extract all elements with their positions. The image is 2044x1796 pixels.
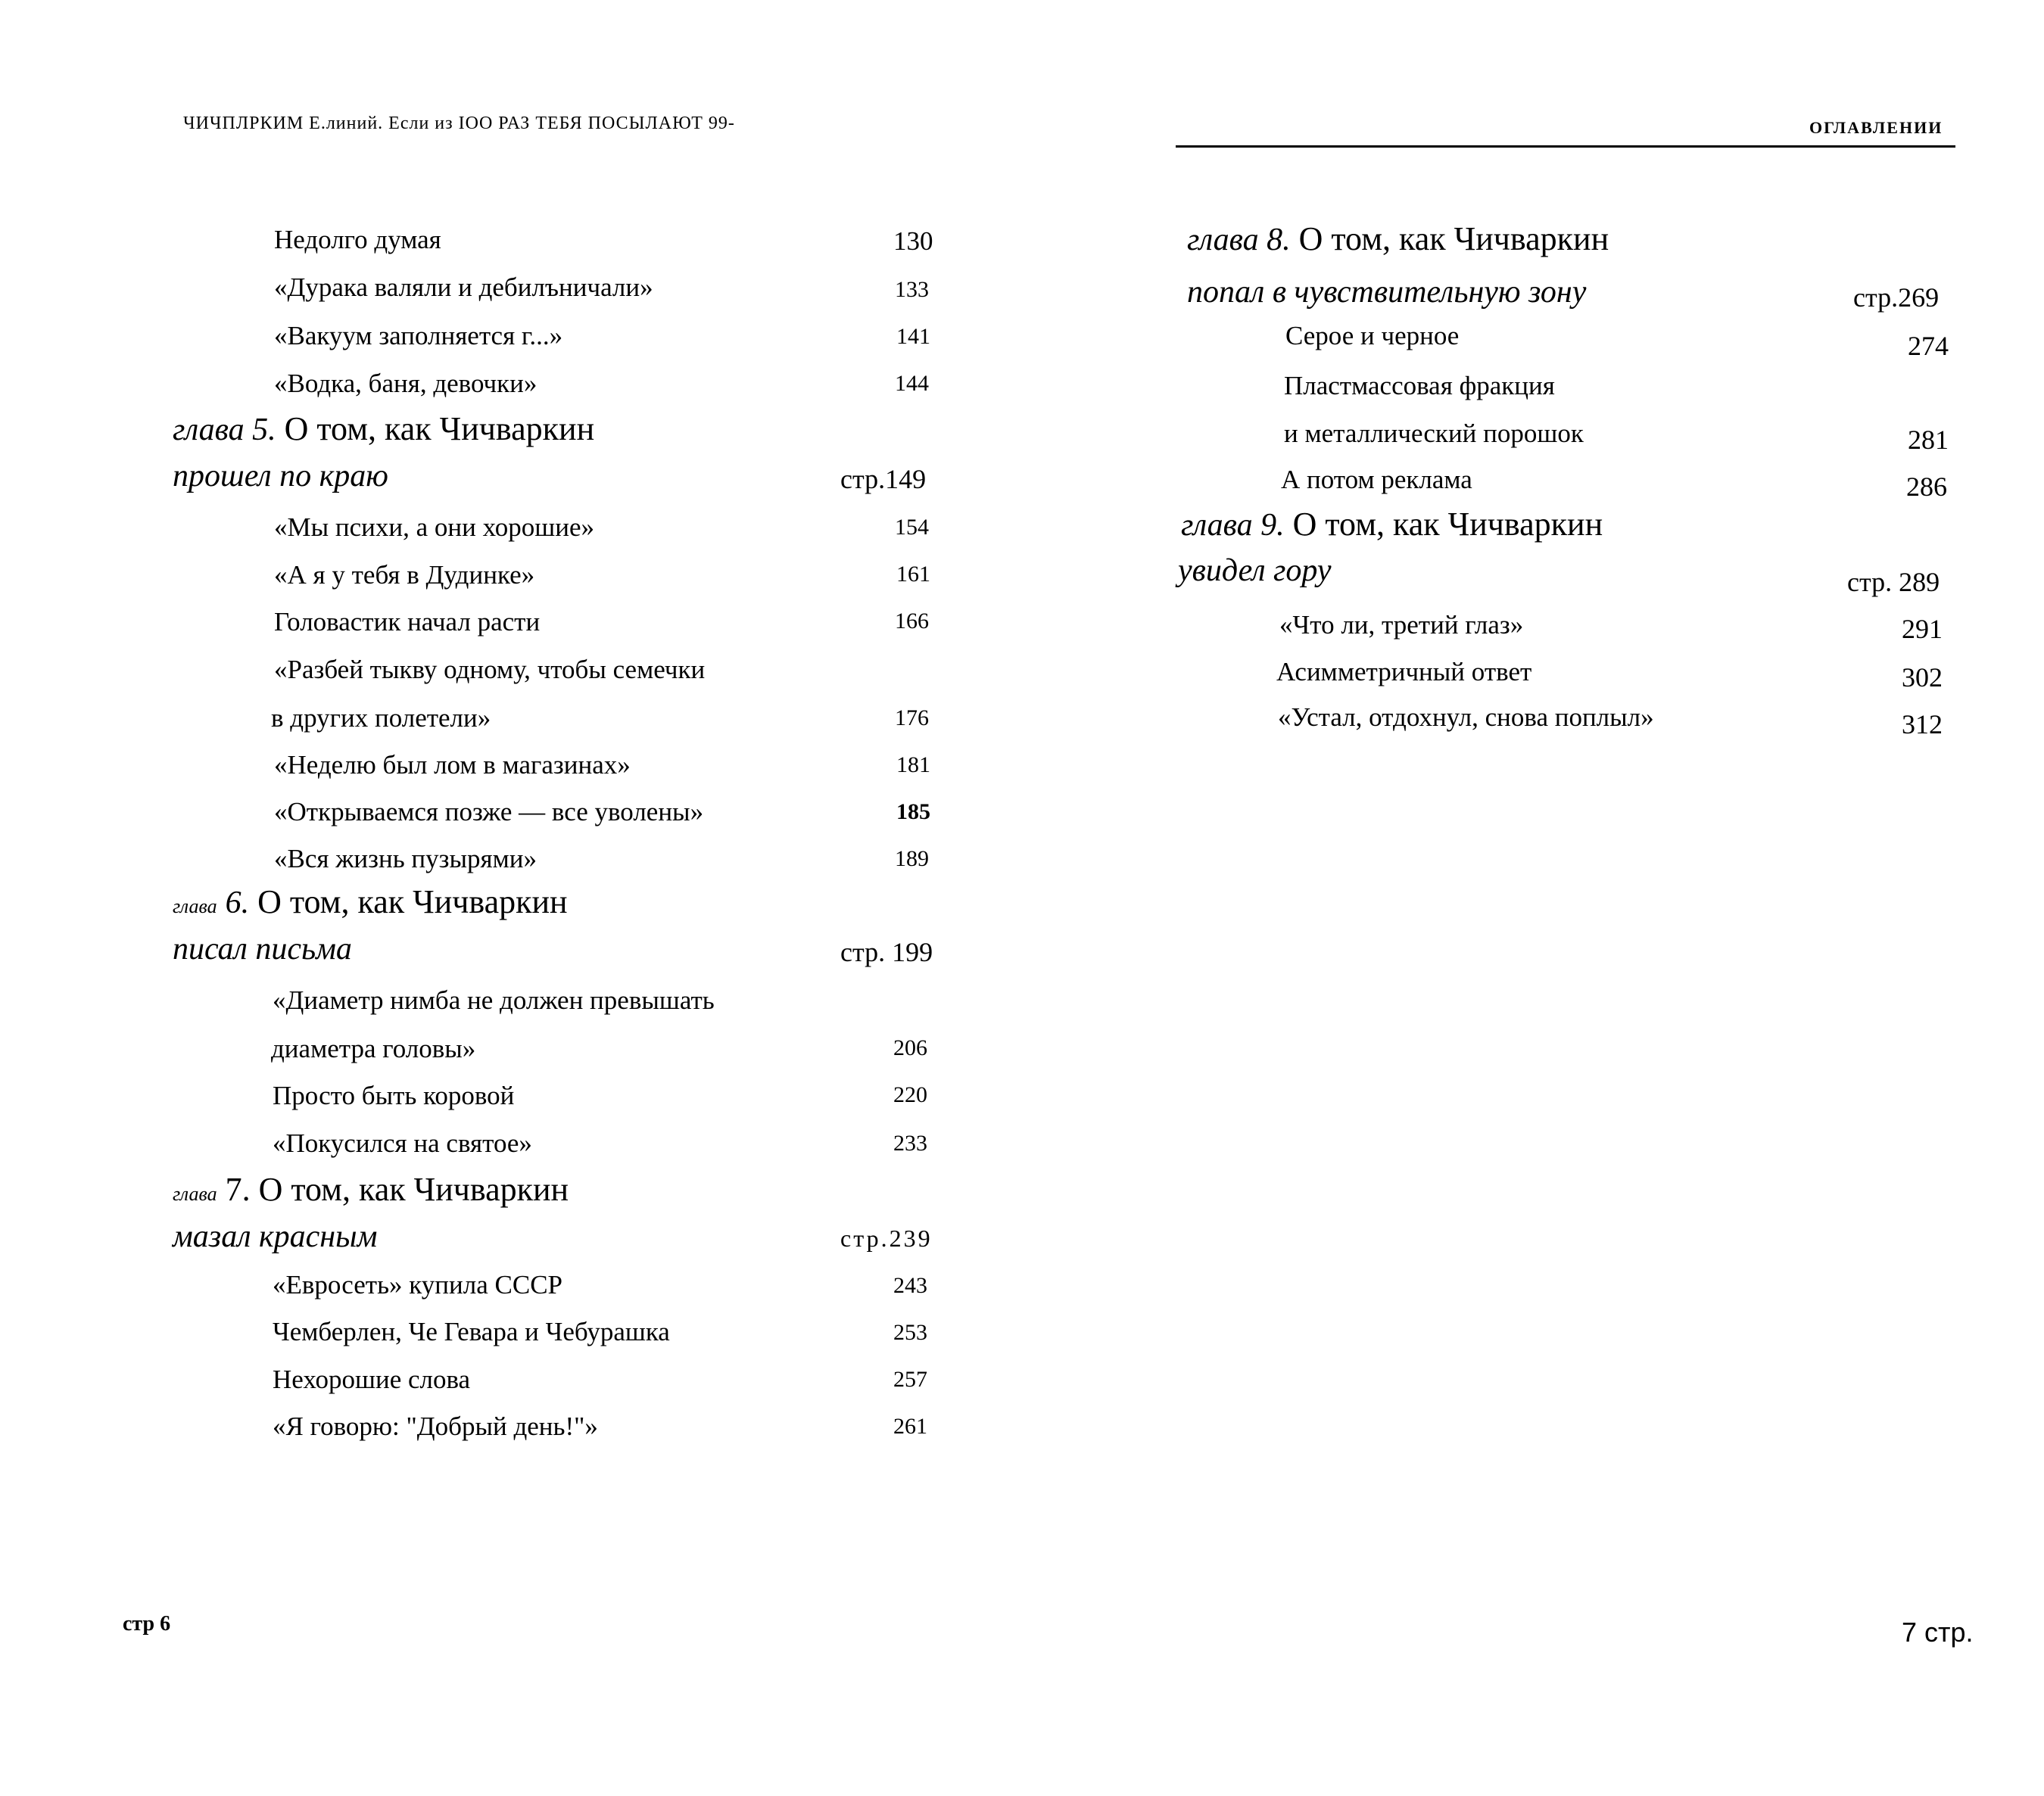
folio-right: 7 стр. [1902, 1617, 1974, 1648]
toc-entry-title: «Вся жизнь пузырями» [274, 844, 537, 873]
folio-left: стр 6 [123, 1612, 171, 1636]
toc-entry-title: «Вакуум заполняется г...» [274, 321, 563, 350]
toc-entry-page: 291 [1902, 614, 1943, 644]
chapter-subtitle: попал в чувствительную зону [1187, 275, 1587, 310]
toc-entry-page: 233 [893, 1131, 927, 1156]
toc-entry-page: 189 [895, 846, 929, 871]
chapter-title: О том, как Чичваркин [1298, 220, 1609, 257]
toc-entry-page: 274 [1908, 331, 1949, 361]
toc-entry-title: Пластмассовая фракция [1284, 371, 1555, 400]
chapter-title: 7. О том, как Чичваркин [225, 1171, 569, 1208]
running-header-left: ЧИЧПЛРКИМ Е.линий. Если из IOO РАЗ ТЕБЯ ПОСЫЛАЮТ 99- [183, 114, 735, 133]
toc-entry-page: 161 [896, 562, 930, 587]
chapter-prefix: глава 8. [1187, 223, 1291, 257]
toc-entry-page: 253 [893, 1320, 927, 1345]
toc-entry-title: «Покусился на святое» [273, 1128, 532, 1158]
chapter-title: О том, как Чичваркин [257, 883, 568, 920]
chapter-heading [173, 1170, 569, 1209]
toc-entry-title: «Устал, отдохнул, снова поплыл» [1278, 702, 1654, 732]
toc-entry-page: 144 [895, 371, 929, 396]
toc-entry-page: 261 [893, 1414, 927, 1439]
toc-entry-title: А потом реклама [1281, 465, 1472, 494]
toc-entry-page: 312 [1902, 709, 1943, 739]
toc-entry-title: Недолго думая [274, 225, 441, 254]
toc-entry-title: «Водка, баня, девочки» [274, 369, 537, 398]
chapter-subtitle: мазал красным [173, 1219, 378, 1254]
toc-entry-page: 206 [893, 1035, 927, 1060]
chapter-title: О том, как Чичваркин [1292, 506, 1603, 543]
toc-entry-page: 257 [893, 1367, 927, 1392]
toc-entry-page: 141 [896, 324, 930, 349]
toc-entry-title: Нехорошие слова [273, 1365, 471, 1394]
toc-entry-page: 286 [1906, 472, 1947, 502]
toc-entry-title: «Разбей тыкву одному, чтобы семечки [274, 655, 706, 684]
toc-entry-title: диаметра головы» [271, 1034, 476, 1063]
toc-entry-title: «Я говорю: "Добрый день!"» [273, 1412, 598, 1441]
toc-entry-page: 154 [895, 515, 929, 540]
toc-entry-title: Чемберлен, Че Гевара и Чебурашка [273, 1317, 670, 1346]
toc-entry-page: 181 [896, 752, 930, 777]
chapter-prefix: глава 5. [173, 412, 276, 447]
chapter-subtitle: увидел гору [1178, 553, 1332, 588]
toc-entry-title: «Дурака валяли и дебилъничали» [274, 272, 653, 302]
header-rule [1176, 145, 1955, 148]
toc-entry-page: 302 [1902, 662, 1943, 693]
chapter-page: стр.149 [840, 464, 927, 494]
chapter-page: стр. 289 [1847, 567, 1940, 597]
chapter-page: стр.269 [1853, 282, 1940, 313]
chapter-prefix: глава [173, 1183, 217, 1205]
toc-entry-title: в других полетели» [271, 703, 491, 733]
toc-entry-title: «Диаметр нимба не должен превышать [273, 985, 715, 1015]
toc-entry-title: «Открываемся позже — все уволены» [274, 797, 704, 826]
chapter-prefix: глава [173, 895, 217, 917]
toc-entry-title: «Мы психи, а они хорошие» [274, 512, 594, 542]
toc-entry-page: 133 [895, 277, 929, 302]
chapter-page: стр. 199 [840, 937, 933, 967]
chapter-title: О том, как Чичваркин [284, 410, 595, 447]
toc-entry-title: Просто быть коровой [273, 1081, 515, 1110]
chapter-page: стр.239 [840, 1225, 933, 1252]
chapter-number: 6. [225, 886, 250, 920]
chapter-heading [1181, 505, 1603, 543]
chapter-subtitle: писал письма [173, 932, 352, 966]
toc-entry-page: 130 [893, 226, 933, 256]
chapter-subtitle: прошел по краю [173, 459, 388, 493]
toc-entry-title: «Что ли, третий глаз» [1279, 610, 1524, 640]
toc-entry-title: «Евросеть» купила СССР [273, 1270, 563, 1300]
chapter-prefix: глава 9. [1181, 508, 1285, 543]
toc-entry-title: Головастик начал расти [274, 607, 541, 637]
toc-entry-title: Асимметричный ответ [1276, 657, 1532, 686]
toc-entry-page: 220 [893, 1082, 927, 1107]
toc-entry-title: и металлический порошок [1284, 419, 1584, 448]
running-header-right: ОГЛАВЛЕНИИ [1809, 118, 1943, 137]
toc-entry-page: 185 [896, 799, 930, 824]
toc-entry-page: 166 [895, 609, 929, 633]
toc-entry-page: 281 [1908, 425, 1949, 455]
toc-entry-page: 176 [895, 705, 929, 730]
toc-entry-title: Серое и черное [1285, 321, 1460, 350]
toc-entry-page: 243 [893, 1273, 927, 1298]
chapter-heading [173, 882, 568, 921]
chapter-heading [173, 409, 594, 448]
toc-entry-title: «А я у тебя в Дудинке» [274, 560, 535, 590]
toc-entry-title: «Неделю был лом в магазинах» [274, 750, 631, 780]
chapter-heading [1187, 219, 1609, 258]
